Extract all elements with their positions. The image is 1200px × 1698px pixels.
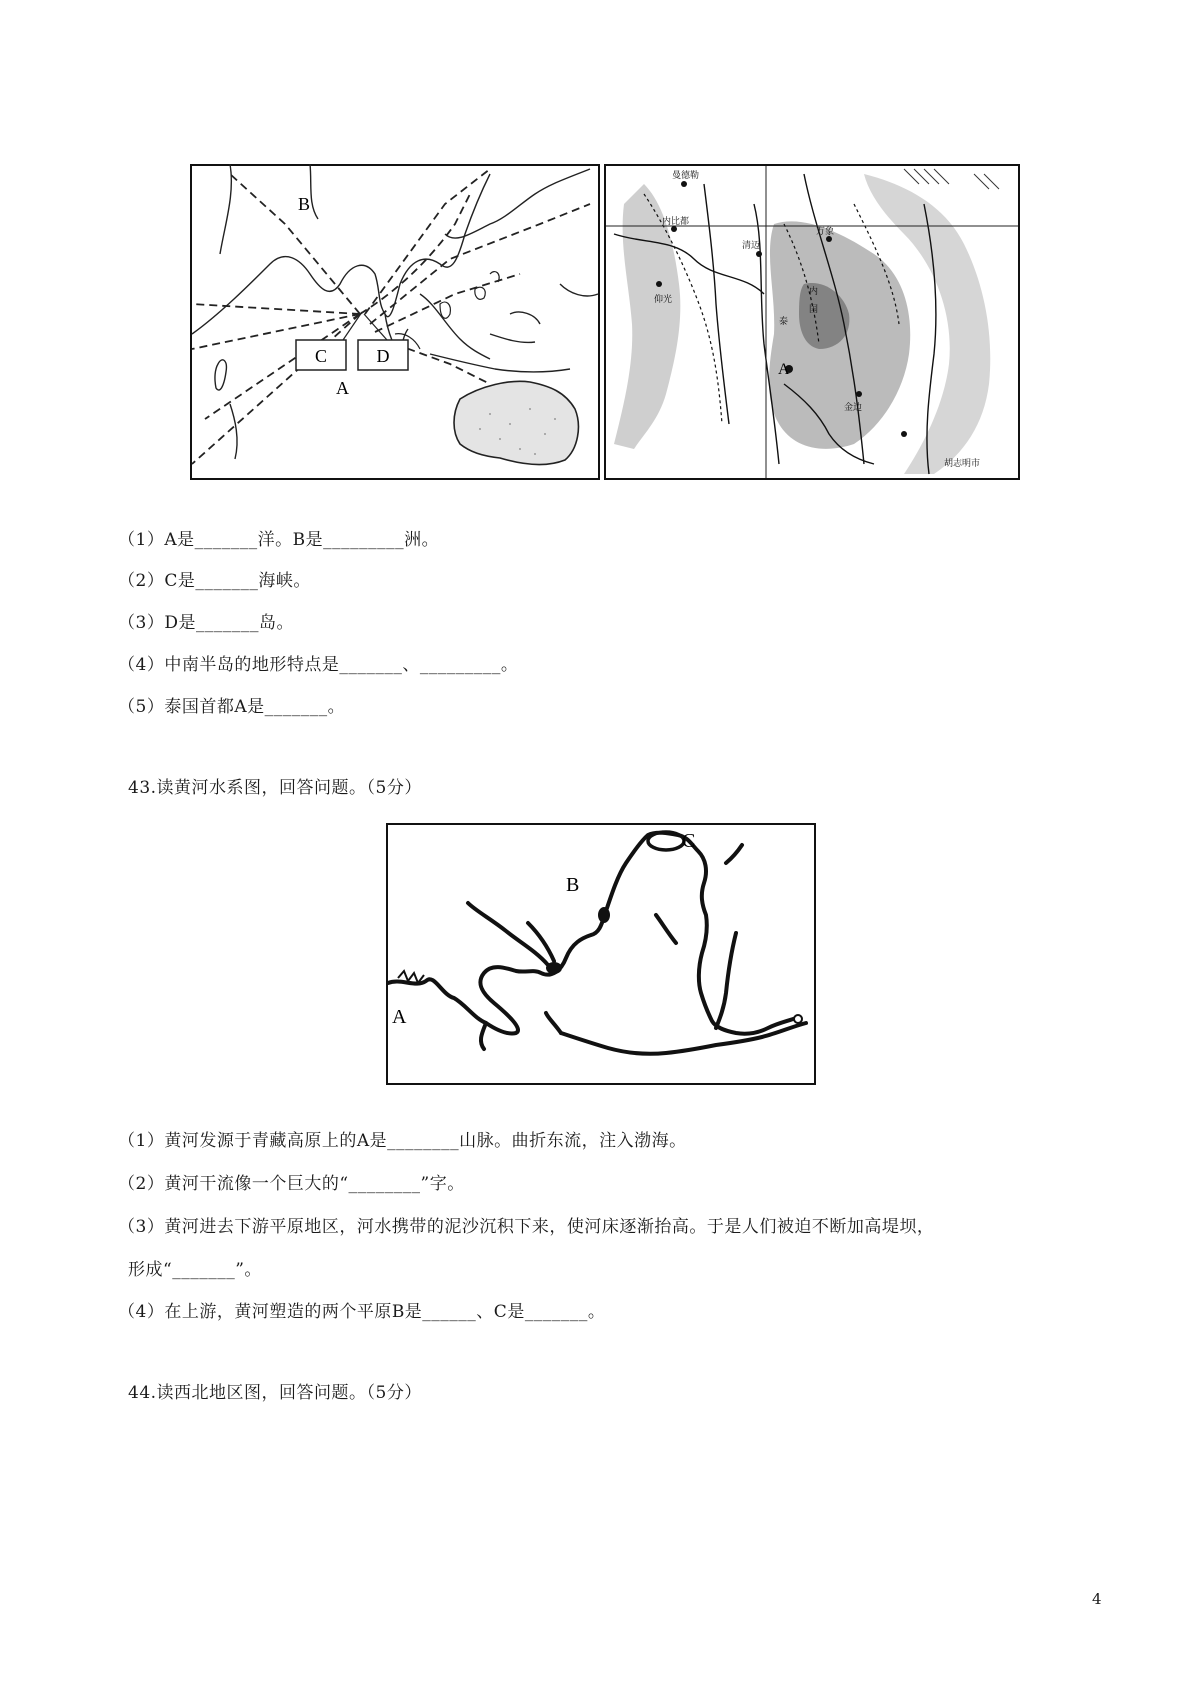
map2-label-vientiane: 万象 [816, 227, 835, 237]
map2-label-a: A [778, 361, 790, 378]
map1-label-b: B [298, 194, 311, 214]
yr-label-a: A [392, 1006, 407, 1028]
q42-item-1: （1）A是_______洋。B是_________洲。 [118, 530, 440, 550]
q42-item-2: （2）C是_______海峡。 [118, 571, 311, 591]
asia-oceans-map [190, 164, 600, 480]
q43-item-1: （1）黄河发源于青藏高原上的A是________山脉。曲折东流，注入渤海。 [118, 1131, 687, 1151]
q43-item-4: （4）在上游，黄河塑造的两个平原B是______、C是_______。 [118, 1302, 606, 1322]
q43-item-3-cont: 形成“_______”。 [128, 1260, 262, 1280]
indochina-map [604, 164, 1020, 480]
map2-label-tai: 泰 [779, 317, 789, 327]
map1-label-c: C [314, 346, 328, 366]
map2-label-guo: 国 [809, 305, 819, 315]
map2-label-chiangmai: 清迈 [742, 241, 761, 251]
page-number: 4 [1092, 1590, 1102, 1608]
q42-item-5: （5）泰国首都A是_______。 [118, 697, 346, 717]
map1-label-a: A [336, 378, 349, 398]
map1-label-d: D [376, 346, 390, 366]
map2-label-mandalay: 曼德勒 [672, 171, 700, 181]
map2-label-nei: 内 [809, 287, 819, 297]
q43-item-2: （2）黄河干流像一个巨大的“________”字。 [118, 1174, 465, 1194]
q42-item-3: （3）D是_______岛。 [118, 613, 294, 633]
yr-label-c: C [682, 830, 696, 852]
q43-title: 43.读黄河水系图，回答问题。（5分） [128, 778, 422, 798]
map2-label-hcmc: 胡志明市 [944, 459, 981, 469]
map2-label-phnompenh: 金边 [844, 403, 863, 413]
map2-label-naypyidaw: 内比都 [662, 217, 690, 227]
q44-title: 44.读西北地区图，回答问题。（5分） [128, 1383, 422, 1403]
map2-label-yangon: 仰光 [654, 295, 673, 305]
q43-item-3: （3）黄河进去下游平原地区，河水携带的泥沙沉积下来，使河床逐渐抬高。于是人们被迫不断加高堤坝， [118, 1217, 935, 1237]
yr-label-b: B [566, 874, 580, 896]
yellow-river-map [386, 823, 816, 1085]
q42-item-4: （4）中南半岛的地形特点是_______、_________。 [118, 655, 519, 675]
